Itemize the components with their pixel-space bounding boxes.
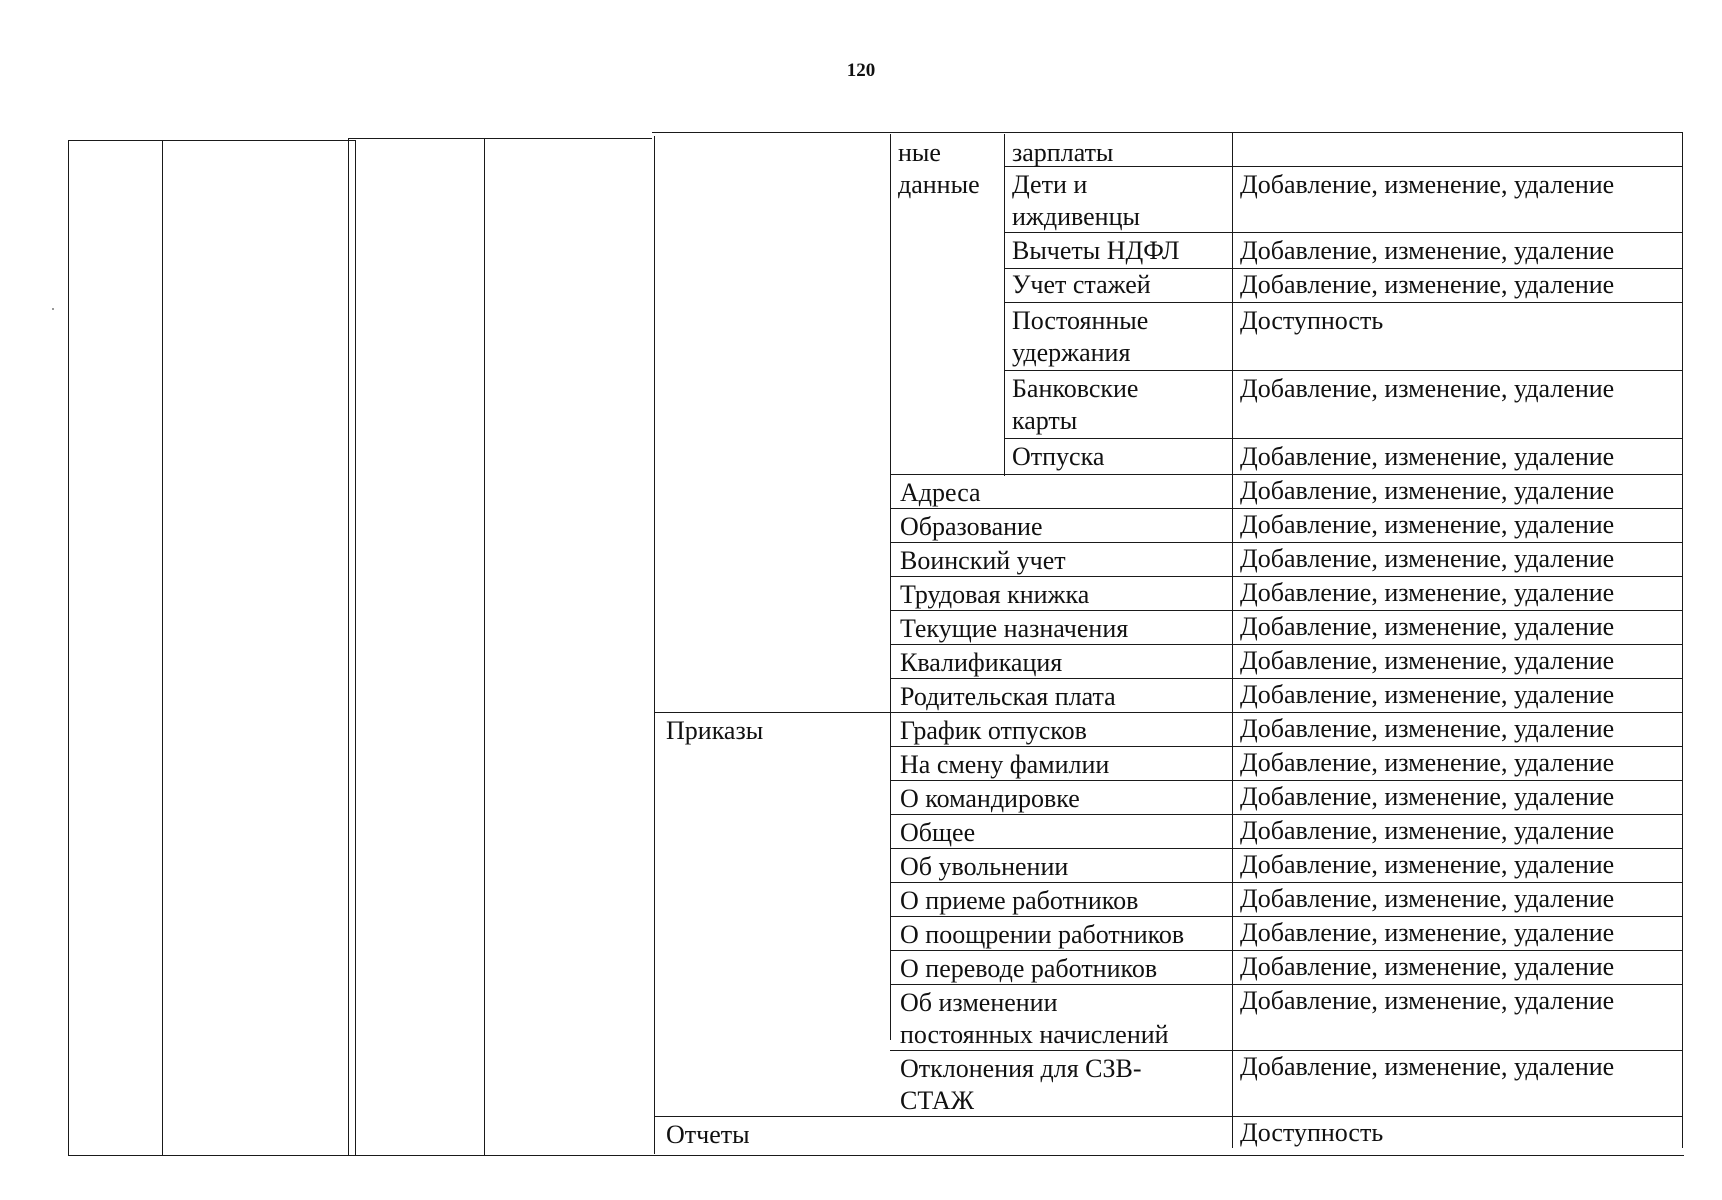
item-label: Родительская плата (900, 682, 1116, 711)
rights-cell: Добавление, изменение, удаление (1240, 510, 1615, 539)
subitem-label: Учет стажей (1012, 270, 1151, 299)
rights-cell: Добавление, изменение, удаление (1240, 578, 1615, 607)
main-table-top-border (348, 138, 652, 139)
order-label: На смену фамилии (900, 750, 1110, 779)
rights-cell: Добавление, изменение, удаление (1240, 850, 1615, 879)
rights-cell: Добавление, изменение, удаление (1240, 170, 1615, 199)
item-label: Квалификация (900, 648, 1063, 677)
rights-cell: Добавление, изменение, удаление (1240, 612, 1615, 641)
subitem-label-line2: удержания (1012, 338, 1131, 367)
scan-dot (52, 308, 54, 310)
row-line (654, 1116, 1682, 1117)
rights-cell: Доступность (1240, 306, 1384, 335)
main-table-top-border-right (652, 132, 1682, 133)
item-label: Образование (900, 512, 1043, 541)
order-label: Общее (900, 818, 976, 847)
rights-cell: Добавление, изменение, удаление (1240, 236, 1615, 265)
order-label: О поощрении работников (900, 920, 1185, 949)
item-label: Трудовая книжка (900, 580, 1090, 609)
order-label: О командировке (900, 784, 1080, 813)
order-label: Отклонения для СЗВ- (900, 1054, 1142, 1083)
order-label: Об изменении (900, 988, 1058, 1017)
left-table-frame (68, 140, 356, 1156)
order-label: О приеме работников (900, 886, 1139, 915)
item-label: Адреса (900, 478, 981, 507)
rights-cell: Добавление, изменение, удаление (1240, 816, 1615, 845)
rights-cell: Добавление, изменение, удаление (1240, 476, 1615, 505)
subitem-label: Отпуска (1012, 442, 1105, 471)
main-table-right-border (1682, 132, 1683, 1148)
order-label-line2: СТАЖ (900, 1086, 975, 1115)
reports-section-label: Отчеты (666, 1120, 750, 1149)
row-line (1004, 302, 1682, 303)
group-label-part1: ные (898, 138, 941, 167)
subitem-label-line2: карты (1012, 406, 1078, 435)
subitem-label: Дети и (1012, 170, 1088, 199)
page-number: 120 (846, 60, 876, 81)
column-divider-rights (1232, 132, 1233, 1148)
rights-cell: Добавление, изменение, удаление (1240, 884, 1615, 913)
rights-cell: Добавление, изменение, удаление (1240, 544, 1615, 573)
subitem-label-line2: иждивенцы (1012, 202, 1140, 231)
subitem-label: зарплаты (1012, 138, 1114, 167)
rights-cell: Добавление, изменение, удаление (1240, 646, 1615, 675)
rights-cell: Добавление, изменение, удаление (1240, 680, 1615, 709)
subitem-label: Банковские (1012, 374, 1139, 403)
rights-cell: Добавление, изменение, удаление (1240, 374, 1615, 403)
column-divider-2 (654, 136, 655, 1154)
rights-cell: Добавление, изменение, удаление (1240, 986, 1615, 1015)
rights-cell: Добавление, изменение, удаление (1240, 1052, 1615, 1081)
item-label: Текущие назначения (900, 614, 1129, 643)
order-label-line2: постоянных начислений (900, 1020, 1169, 1049)
order-label: О переводе работников (900, 954, 1158, 983)
rights-cell: Добавление, изменение, удаление (1240, 748, 1615, 777)
item-label: Воинский учет (900, 546, 1066, 575)
row-line (1004, 370, 1682, 371)
row-line (1004, 438, 1682, 439)
reports-rights: Доступность (1240, 1118, 1384, 1147)
left-table-divider (162, 140, 163, 1156)
group-label-part2: данные (898, 170, 980, 199)
rights-cell: Добавление, изменение, удаление (1240, 952, 1615, 981)
rights-cell: Добавление, изменение, удаление (1240, 918, 1615, 947)
order-label: Об увольнении (900, 852, 1069, 881)
orders-section-label: Приказы (666, 716, 764, 745)
column-divider-subitem (1004, 134, 1005, 476)
rights-cell: Добавление, изменение, удаление (1240, 442, 1615, 471)
rights-cell: Добавление, изменение, удаление (1240, 782, 1615, 811)
rights-cell: Добавление, изменение, удаление (1240, 714, 1615, 743)
column-divider-1 (484, 138, 485, 1156)
rights-cell: Добавление, изменение, удаление (1240, 270, 1615, 299)
column-divider-subgroup (890, 134, 891, 1040)
subitem-label: Вычеты НДФЛ (1012, 236, 1180, 265)
order-label: График отпусков (900, 716, 1087, 745)
subitem-label: Постоянные (1012, 306, 1149, 335)
